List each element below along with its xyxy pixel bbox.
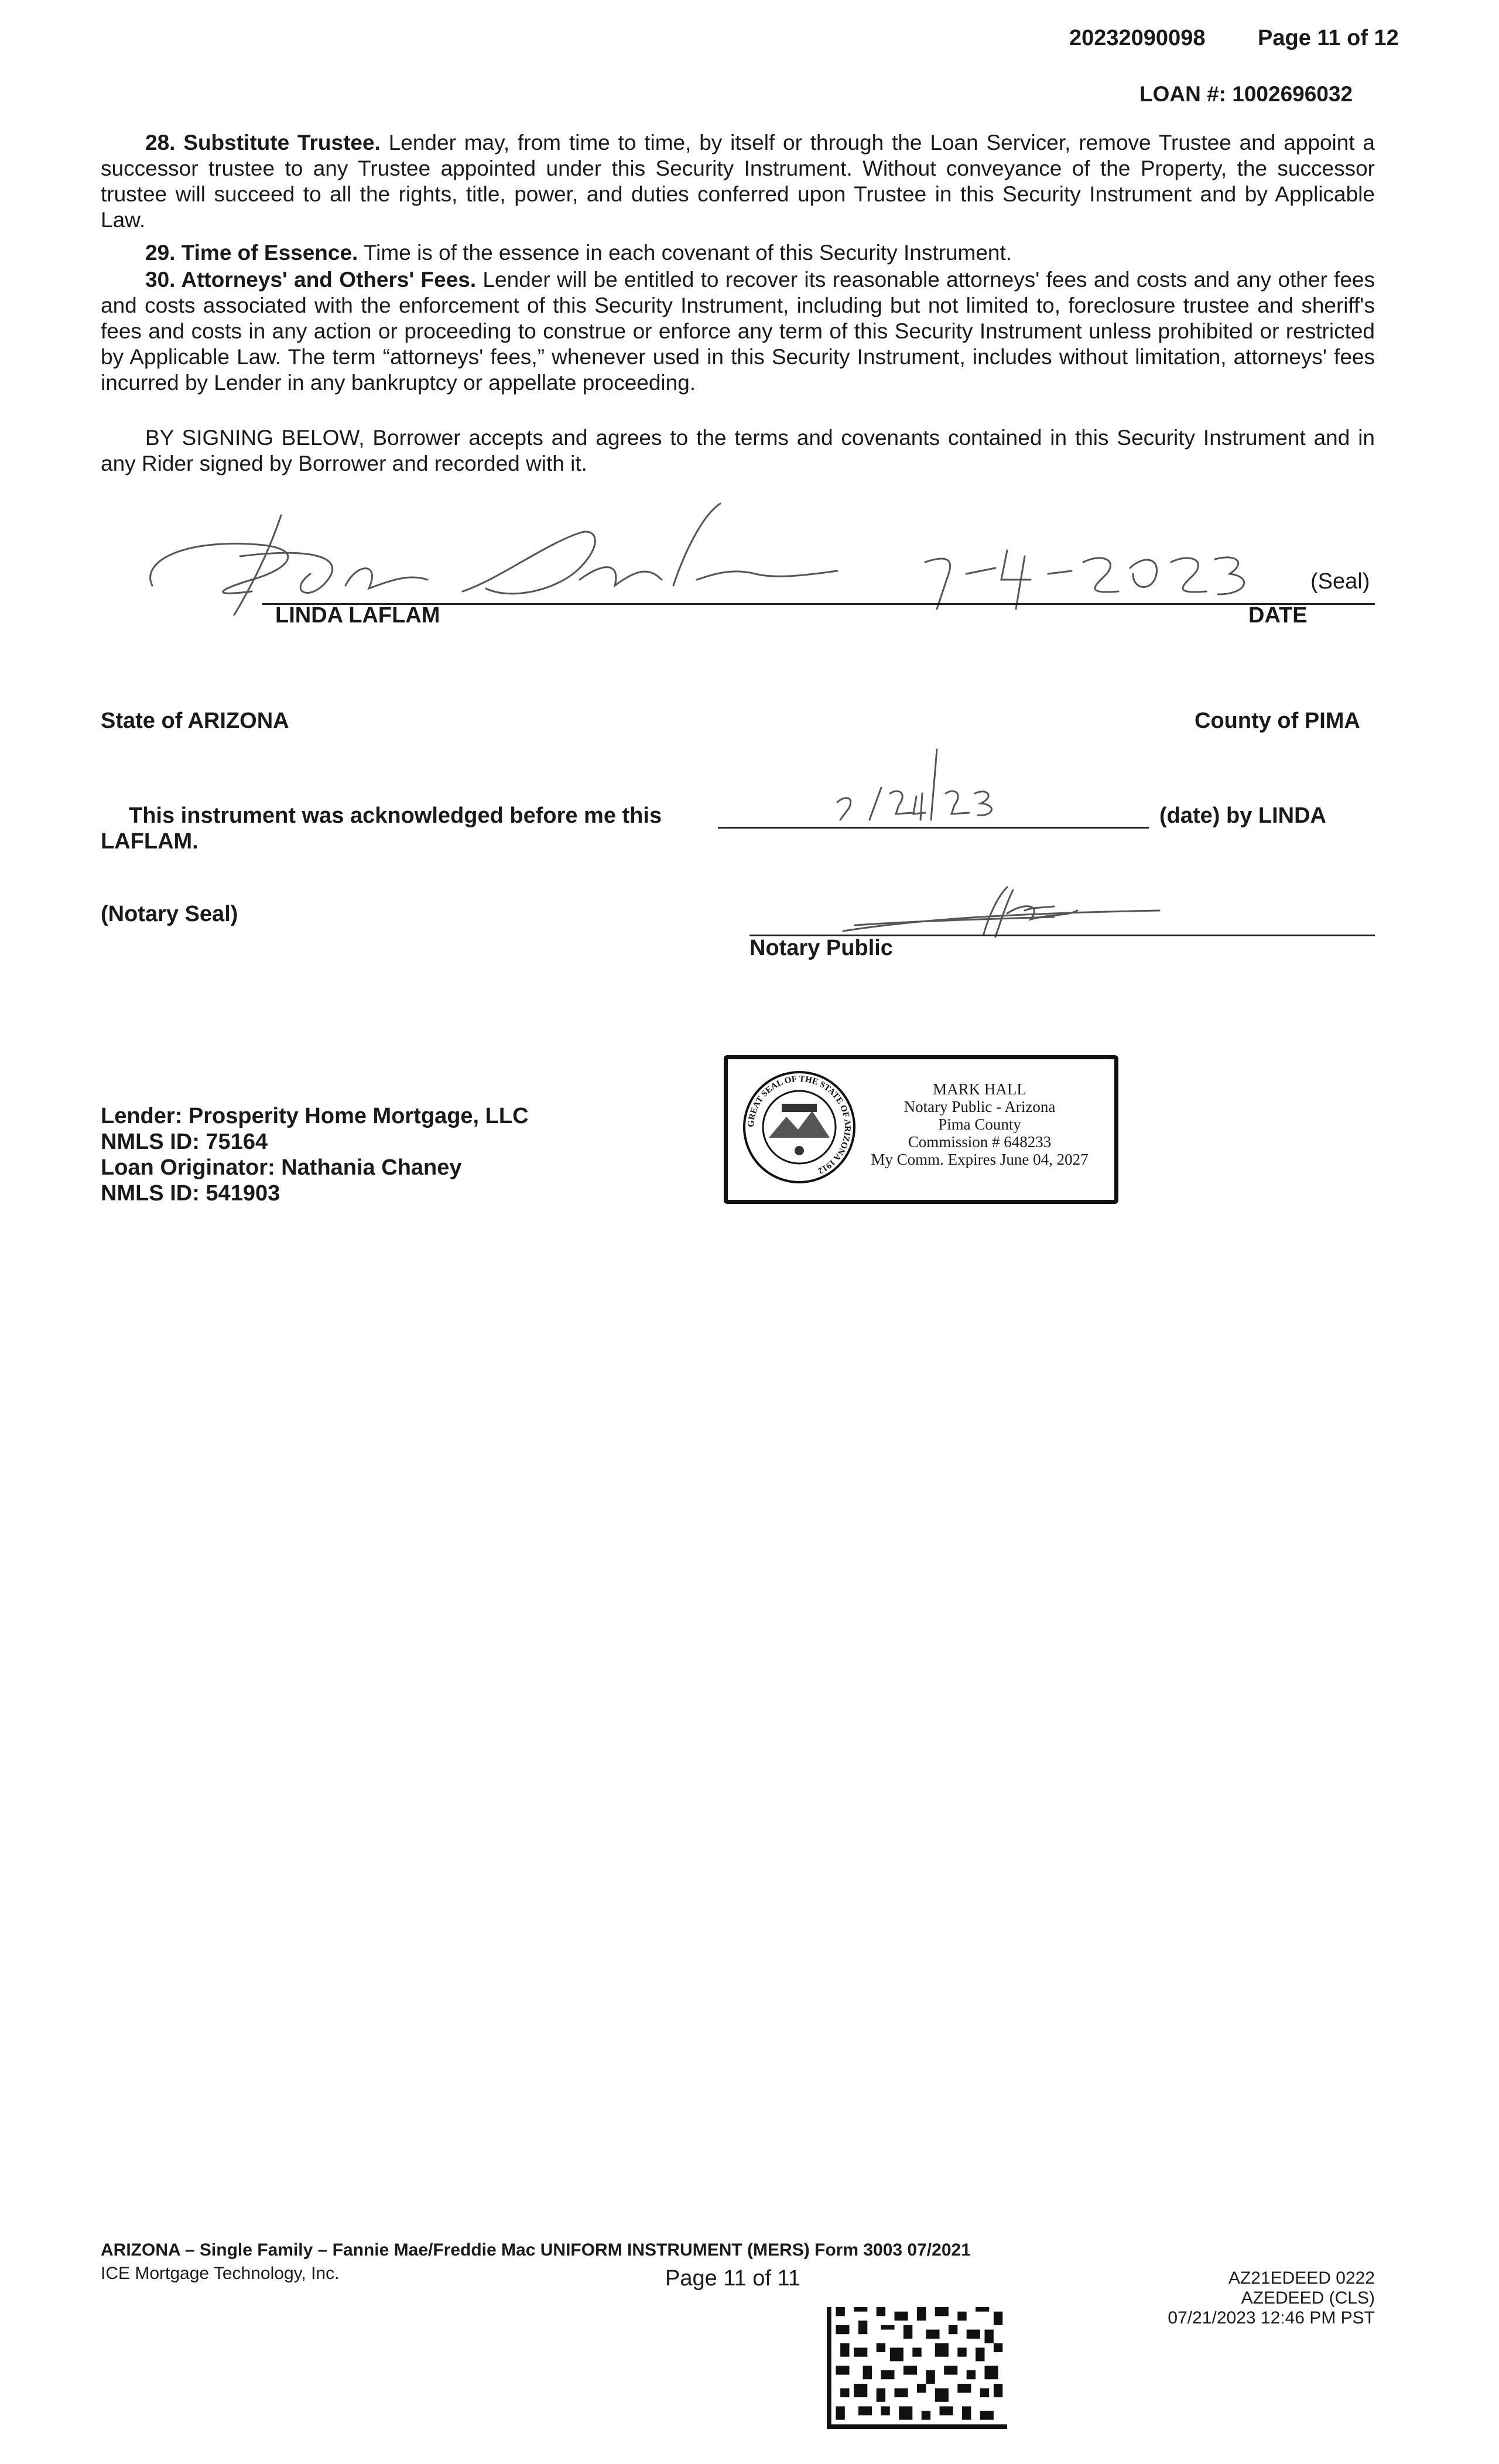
signing-statement: BY SIGNING BELOW, Borrower accepts and agrees to the terms and covenants contained in this Security Instrument and in any Rider signed by Borrower and recorded with it. xyxy=(101,426,1375,475)
section-heading: 30. Attorneys' and Others' Fees. xyxy=(145,268,477,292)
seal-ring-text: GREAT SEAL OF THE STATE OF ARIZONA 1912 xyxy=(746,1074,853,1176)
lender-nmls: NMLS ID: 75164 xyxy=(101,1130,268,1154)
section-text: Lender will be entitled to recover its reasonable attorneys' fees and costs and any other fees and costs associated with the enforcement of this Security Instrument, including but not limited to, foreclosure trustee and sheriff's fees and costs in any action or proceeding to construe or enforce any term of this Security Instrument unless prohibited or restricted by Applicable Law. The term “attorneys' fees,” whenever used in this Security Instrument, includes without limitation, attorneys' fees incurred by Lender in any bankruptcy or appellate proceeding. xyxy=(101,268,1375,395)
seal-label: (Seal) xyxy=(1310,569,1370,594)
notary-title: Notary Public - Arizona xyxy=(903,1098,1056,1115)
section-substitute-trustee xyxy=(101,130,1375,233)
stamp-text xyxy=(863,1080,1097,1168)
section-attorneys-fees xyxy=(101,267,1375,396)
acknowledgment-handwritten-date xyxy=(808,738,1042,826)
acknowledgment-text-after: (date) by LINDA xyxy=(1159,803,1326,828)
originator-nmls: NMLS ID: 541903 xyxy=(101,1181,280,1206)
acknowledgment-name: LAFLAM. xyxy=(101,829,199,854)
loan-number: LOAN #: 1002696032 xyxy=(1139,82,1353,106)
lender-block xyxy=(101,1103,529,1206)
state-label: State of ARIZONA xyxy=(101,709,289,733)
footer-page: Page 11 of 11 xyxy=(665,2266,801,2291)
loan-originator: Loan Originator: Nathania Chaney xyxy=(101,1155,462,1180)
notary-expires: My Comm. Expires June 04, 2027 xyxy=(871,1151,1089,1168)
notary-commission: Commission # 648233 xyxy=(908,1133,1052,1151)
section-time-of-essence xyxy=(101,240,1375,266)
notary-seal-label: (Notary Seal) xyxy=(101,902,238,926)
section-heading: 29. Time of Essence. xyxy=(145,241,358,265)
borrower-name: LINDA LAFLAM xyxy=(275,603,440,628)
notary-name: MARK HALL xyxy=(933,1080,1026,1098)
footer-codes xyxy=(1168,2268,1375,2328)
form-line: ARIZONA – Single Family – Fannie Mae/Freddie Mac UNIFORM INSTRUMENT (MERS) Form 3003 07/2021 xyxy=(101,2240,971,2260)
footer-code-2: AZEDEED (CLS) xyxy=(1241,2288,1375,2308)
section-heading: 28. Substitute Trustee. xyxy=(145,131,381,155)
recording-number: 20232090098 xyxy=(1069,26,1206,50)
acknowledgment-date-line xyxy=(718,827,1149,829)
footer-timestamp: 07/21/2023 12:46 PM PST xyxy=(1168,2308,1375,2328)
date-label: DATE xyxy=(1248,603,1308,628)
vendor: ICE Mortgage Technology, Inc. xyxy=(101,2264,340,2283)
acknowledgment-text: This instrument was acknowledged before me this xyxy=(129,803,662,828)
section-text: Time is of the essence in each covenant of this Security Instrument. xyxy=(358,241,1012,265)
section-text: Lender may, from time to time, by itself or through the Loan Servicer, remove Trustee and appoint a successor trustee to any Trustee appointed under this Security Instrument. Without conveyance of the Property, the successor trustee will succeed to all the rights, title, power, and duties conferred upon Trustee in this Security Instrument and by Applicable Law. xyxy=(101,131,1375,232)
county-label: County of PIMA xyxy=(1195,709,1360,733)
notary-stamp xyxy=(724,1055,1118,1204)
state-seal-icon xyxy=(741,1069,858,1186)
notary-county: Pima County xyxy=(938,1115,1021,1133)
notary-public-label: Notary Public xyxy=(750,936,893,960)
page-number: Page 11 of 12 xyxy=(1258,26,1399,50)
datamatrix-barcode-icon xyxy=(827,2307,1007,2429)
footer-code-1: AZ21EDEED 0222 xyxy=(1228,2268,1375,2288)
lender-name: Lender: Prosperity Home Mortgage, LLC xyxy=(101,1104,529,1128)
